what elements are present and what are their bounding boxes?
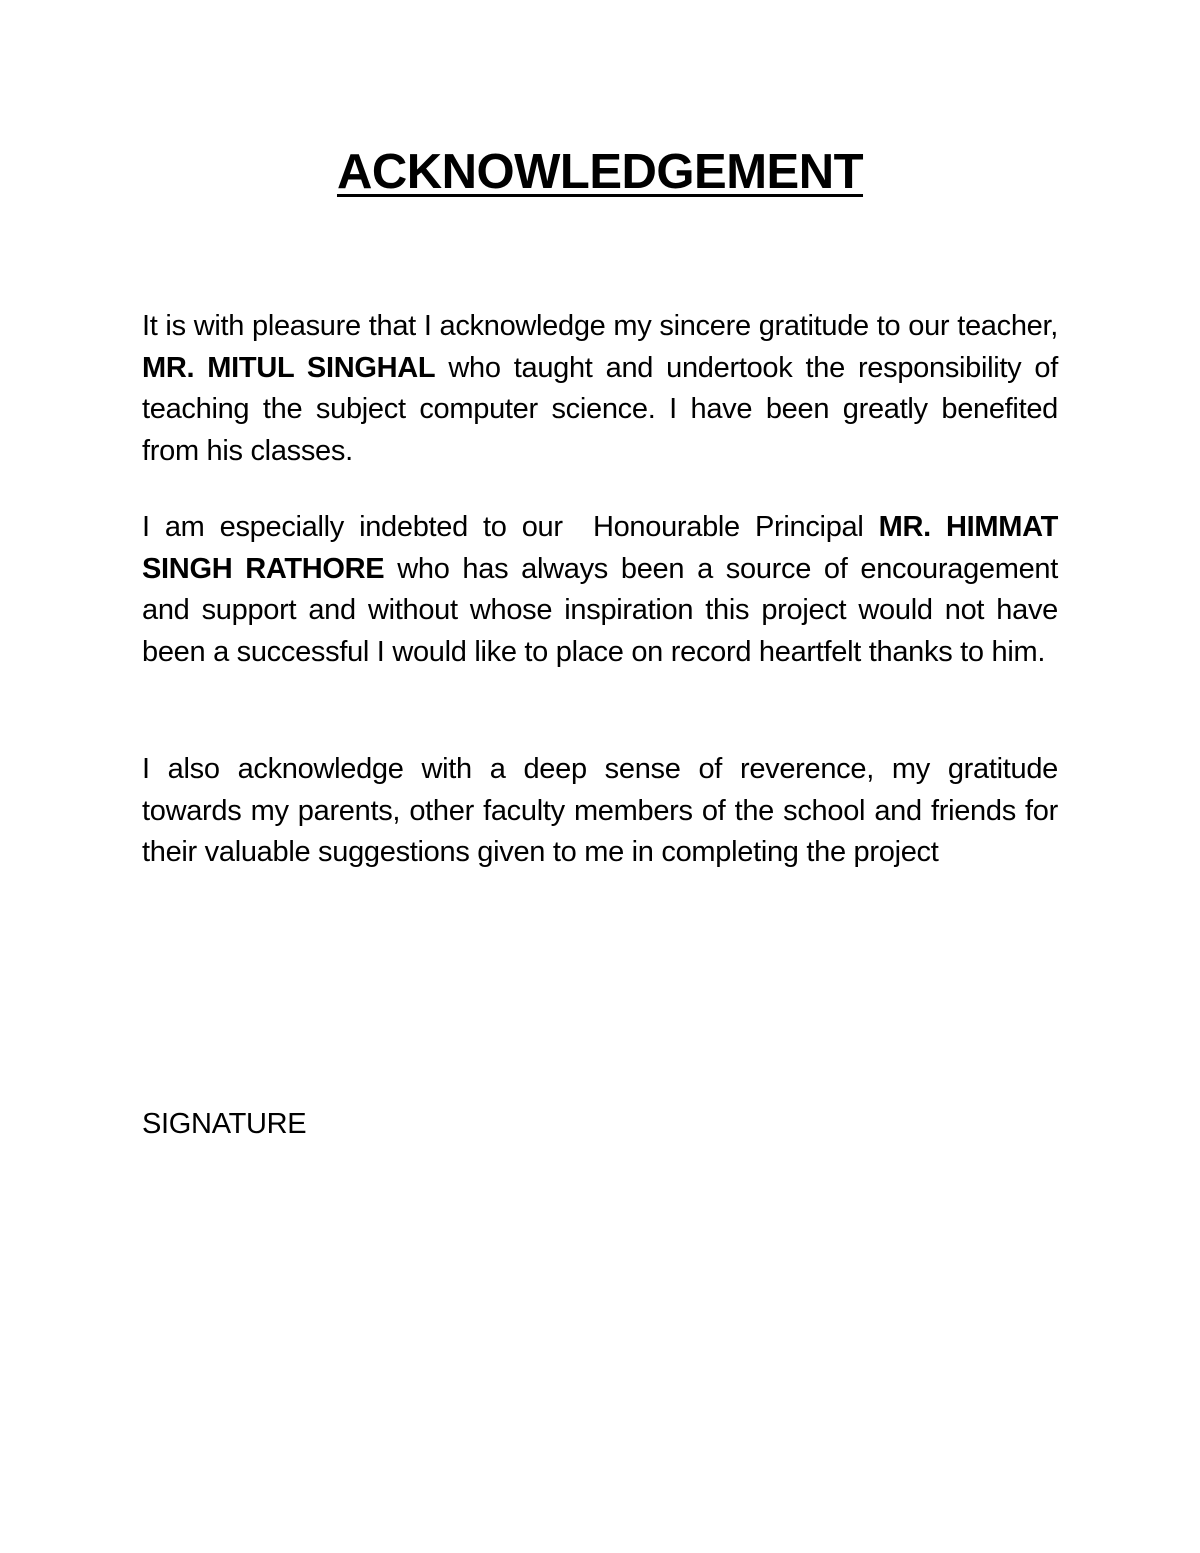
paragraph-principal-rest: who has always been a source of encouragement and support and without whose inspiration this project would not have been a successful I would like to place on record heartfelt thanks to him. xyxy=(142,552,1058,668)
paragraph-teacher-rest: who taught and undertook the responsibility of teaching the subject computer science. I have been greatly benefited from his classes. xyxy=(142,351,1059,467)
signature-label: SIGNATURE xyxy=(142,1108,307,1140)
principal-name: MR. HIMMAT SINGH RATHORE xyxy=(142,511,1058,585)
page-title: ACKNOWLEDGEMENT xyxy=(336,145,864,199)
teacher-name: MR. MITUL SINGHAL xyxy=(142,351,436,384)
paragraph-teacher xyxy=(142,306,1058,472)
paragraph-parents: I also acknowledge with a deep sense of reverence, my gratitude towards my parents, other faculty members of the school and friends for their valuable suggestions given to me in completing the project xyxy=(142,753,1058,868)
paragraph-teacher-intro: It is with pleasure that I acknowledge my sincere gratitude to our teacher, xyxy=(142,310,1058,342)
paragraph-principal-intro: I am especially indebted to our Honourable Principal xyxy=(142,511,864,543)
paragraph-principal xyxy=(142,507,1058,673)
